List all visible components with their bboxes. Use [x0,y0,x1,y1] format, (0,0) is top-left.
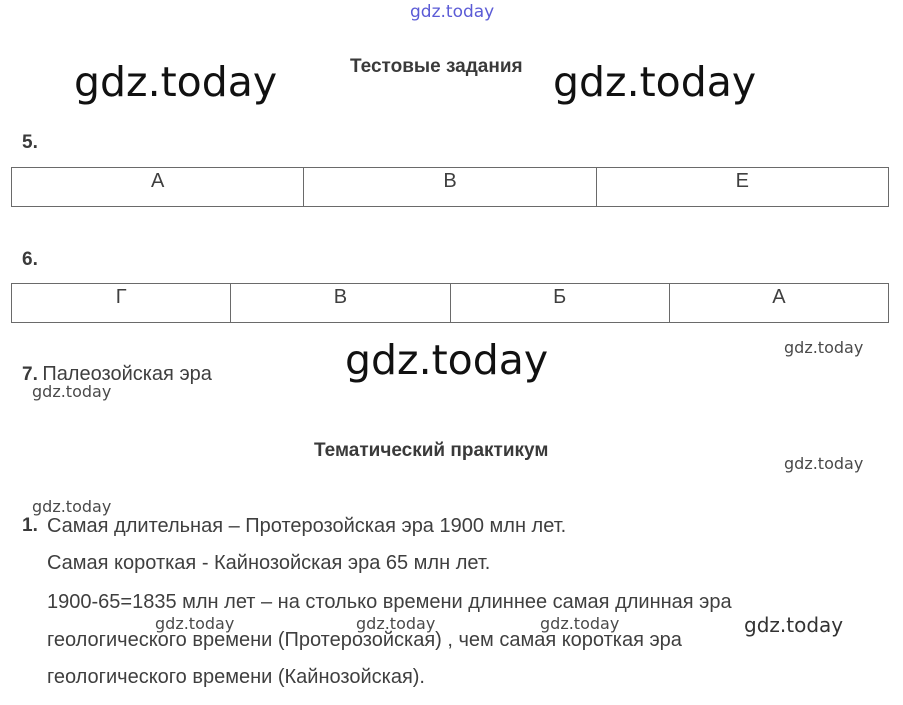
practicum-title: Тематический практикум [314,440,549,461]
practicum-item-1-number: 1. [22,515,38,536]
watermark-large-left: gdz.today [74,58,278,106]
question-5-answer-table [11,167,889,207]
watermark-large-center: gdz.today [345,336,549,384]
watermark-bottom-2: gdz.today [356,614,436,633]
watermark-small-left-2: gdz.today [32,497,112,516]
watermark-bottom-3: gdz.today [540,614,620,633]
watermark-bottom-1: gdz.today [155,614,235,633]
question-7-number: 7. [22,364,38,385]
practicum-line-2: Самая короткая - Кайнозойская эра 65 млн лет. [47,552,491,574]
watermark-bottom-right: gdz.today [744,613,844,637]
question-6-answer-table [11,283,889,323]
question-5-answer-1: А [12,168,304,207]
watermark-large-right: gdz.today [553,58,757,106]
question-5-answer-3: Е [596,168,888,207]
question-6-answer-1: Г [12,284,231,323]
question-5-number: 5. [22,132,38,153]
practicum-line-1: Самая длительная – Протерозойская эра 1900 млн лет. [47,515,567,537]
question-6-answer-3: Б [450,284,669,323]
watermark-small-right-2: gdz.today [784,454,864,473]
test-section-title: Тестовые задания [350,56,523,77]
practicum-line-4: геологического времени (Протерозойская) , чем самая короткая эра [47,629,682,651]
watermark-small-left-1: gdz.today [32,382,112,401]
question-5-answer-2: В [304,168,596,207]
watermark-top: gdz.today [410,2,495,22]
question-6-answer-4: А [669,284,888,323]
question-6-answer-2: В [231,284,450,323]
question-6-number: 6. [22,249,38,270]
watermark-small-right-1: gdz.today [784,338,864,357]
practicum-line-5: геологического времени (Кайнозойская). [47,666,425,688]
question-7-answer: Палеозойская эра [42,363,212,385]
practicum-line-3: 1900-65=1835 млн лет – на столько времени длиннее самая длинная эра [47,591,732,613]
